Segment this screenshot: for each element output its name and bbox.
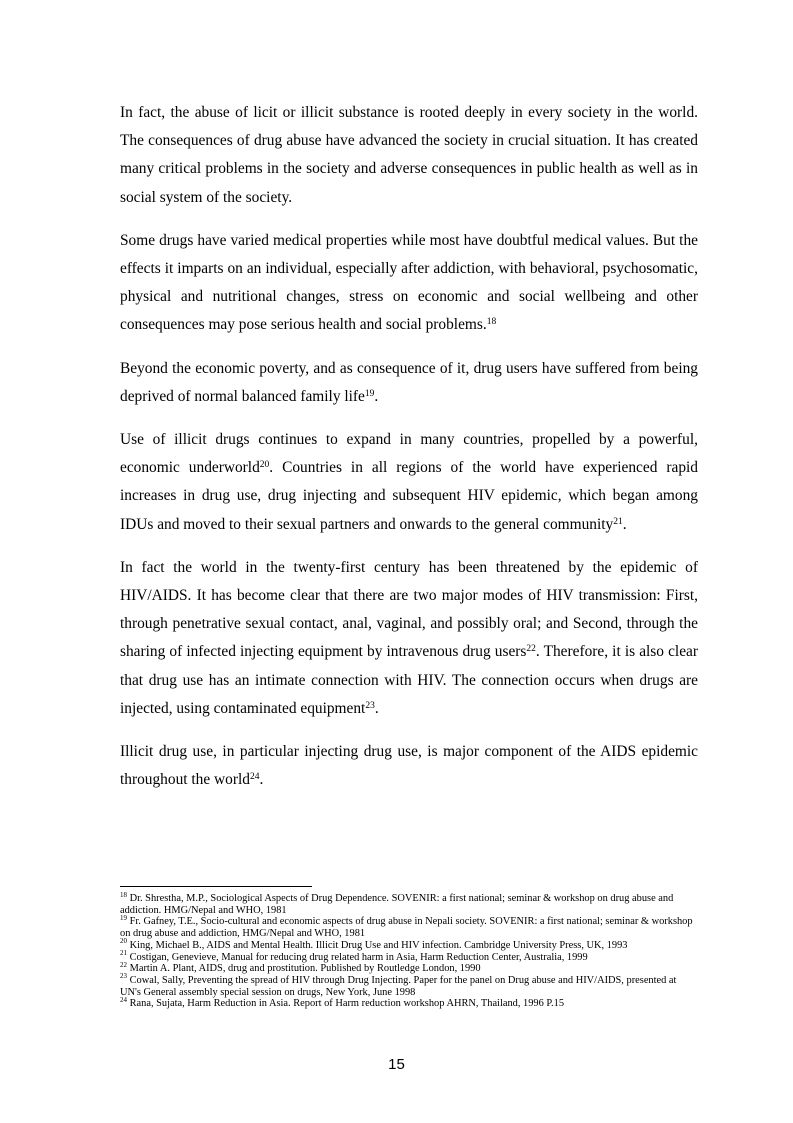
paragraph-4 [120,426,698,539]
footnote-number: 20 [120,937,127,946]
paragraph-4-text-a: Use of illicit drugs continues to expand in many countries, propelled by a powerful, economic underworld [120,431,698,477]
paragraph-5-text-b: . Therefore, it is also clear that drug use has an intimate connection with HIV. The connection occurs when drugs are injected, using contaminated equipment [120,643,698,717]
footnote-ref-23[interactable]: 23 [365,700,375,711]
footnote-ref-20[interactable]: 20 [259,460,270,471]
paragraph-5-text-a: In fact the world in the twenty-first century has been threatened by the epidemic of HIV/AIDS. It has become clear that there are two major modes of HIV transmission: First, through penetrative sexual contact, anal, vaginal, and possibly oral; and Second, through the sharing of infected injecting equipment by intravenous drug users [120,558,698,661]
footnote-text: Costigan, Genevieve, Manual for reducing drug related harm in Asia, Harm Reduction Center, Australia, 1999 [127,951,588,963]
paragraph-1 [120,99,698,212]
footnote-number: 19 [120,913,127,922]
footnote-text: King, Michael B., AIDS and Mental Health. Illicit Drug Use and HIV infection. Cambridge University Press, UK, 1993 [127,939,628,951]
paragraph-3 [120,355,698,411]
footnote-text: Rana, Sujata, Harm Reduction in Asia. Report of Harm reduction workshop AHRN, Thailand, 1996 P.15 [127,998,565,1010]
footnote-ref-21[interactable]: 21 [613,516,623,527]
paragraph-3-text: Beyond the economic poverty, and as consequence of it, drug users have suffered from being deprived of normal balanced family life [120,359,698,405]
footnote-number: 22 [120,960,127,969]
footnote-ref-18[interactable]: 18 [486,317,497,328]
footnote-19 [120,913,698,940]
footnote-24 [120,995,698,1010]
footnote-number: 24 [120,995,127,1004]
footnote-22 [120,960,698,975]
footnotes [120,890,698,1010]
footnote-ref-19[interactable]: 19 [364,388,375,399]
paragraph-4-text-b: . Countries in all regions of the world have experienced rapid increases in drug use, drug injecting and subsequent HIV epidemic, which began among IDUs and moved to their sexual partners and onwards to the general community [120,459,698,533]
footnote-text: Dr. Shrestha, M.P., Sociological Aspects of Drug Dependence. SOVENIR: a first national; seminar & workshop on drug abuse and addiction. HMG/Nepal and WHO, 1981 [120,893,674,916]
paragraph-6 [120,738,698,794]
paragraph-4-end: . [622,515,627,533]
paragraph-6-end: . [259,771,264,789]
footnote-text: Martin A. Plant, AIDS, drug and prostitution. Published by Routledge London, 1990 [127,963,481,975]
body-text [120,99,698,809]
paragraph-2-text: Some drugs have varied medical properties while most have doubtful medical values. But the effects it imparts on an individual, especially after addiction, with behavioral, psychosomatic, physical and nutritional changes, stress on economic and social wellbeing and other consequences may pose serious health and social problems. [120,231,698,334]
footnote-number: 23 [120,972,127,981]
paragraph-2 [120,227,698,340]
footnote-23 [120,972,698,998]
footnote-21 [120,949,698,964]
paragraph-3-end: . [374,387,379,405]
footnote-text: Fr. Gafney, T.E., Socio-cultural and economic aspects of drug abuse in Nepali society. SOVENIR: a first national; seminar & workshop on drug abuse and addiction, HMG/Nepal and WHO, 1981 [120,916,693,940]
footnote-ref-24[interactable]: 24 [249,772,260,783]
paragraph-6-text: Illicit drug use, in particular injecting drug use, is major component of the AIDS epidemic throughout the world [120,743,698,789]
footnote-ref-22[interactable]: 22 [526,644,536,655]
footnote-text: Cowal, Sally, Preventing the spread of HIV through Drug Injecting. Paper for the panel on Drug abuse and HIV/AIDS, presented at UN's General assembly special session on drugs, New York, June 1998 [120,974,677,998]
footnote-20 [120,937,698,952]
footnote-number: 21 [120,949,127,958]
footnote-separator [120,886,312,887]
paragraph-5 [120,554,698,723]
footnote-18 [120,890,698,916]
paragraph-1-text: In fact, the abuse of licit or illicit substance is rooted deeply in every society in the world. The consequences of drug abuse have advanced the society in crucial situation. It has created many critical problems in the society and adverse consequences in public health as well as in social system of the society. [120,104,698,206]
paragraph-5-end: . [374,699,379,717]
footnote-number: 18 [120,890,127,899]
page-number: 15 [388,1056,405,1073]
